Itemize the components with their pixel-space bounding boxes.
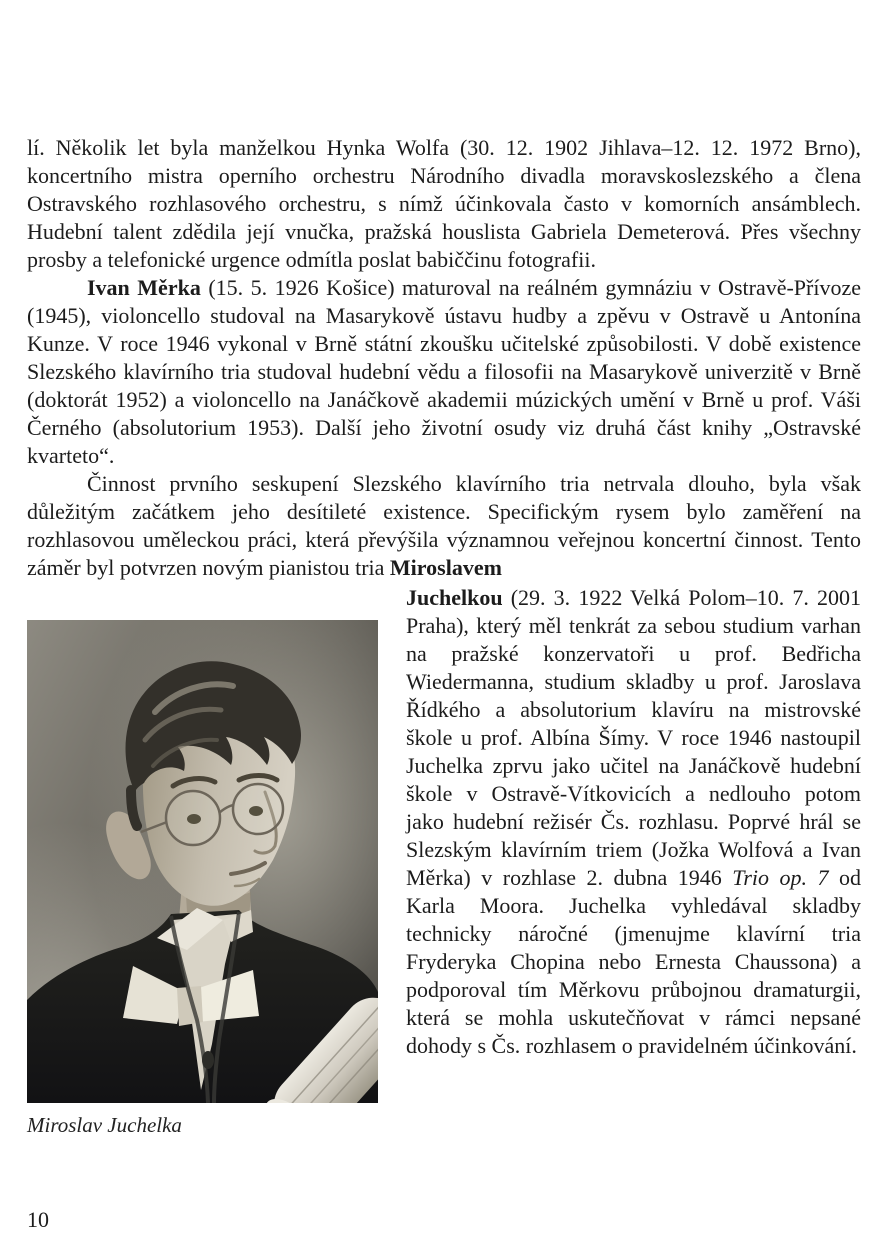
juchelkou-bold: Juchelkou xyxy=(406,585,503,610)
paragraph-juchelka xyxy=(406,584,861,1060)
paragraph-4-text-2: od Karla Moora. Juchelka vyhledával skladby technicky náročné (jmenujme klavírní tria Fryderyka Chopina nebo Ernesta Chaussona) a podporoval tím Měrkovu průbojnou dramaturgii, která se mohla uskutečňovat v rámci nepsané dohody s Čs. rozhlasem o pravidelném účinkování. xyxy=(406,865,861,1058)
merka-name-bold: Ivan Měrka xyxy=(87,275,201,300)
photo-caption: Miroslav Juchelka xyxy=(27,1113,182,1137)
paragraph-wolfova xyxy=(27,134,861,274)
paragraph-4-text-1: (29. 3. 1922 Velká Polom–10. 7. 2001 Praha), který měl tenkrát za sebou studium varhan na pražské konzervatoři u prof. Bedřicha Wiedermanna, studium skladby u prof. Jaroslava Řídkého a absolutorium klavíru na mistrovské škole u prof. Albína Šímy. V roce 1946 nastoupil Juchelka zprvu jako učitel na Janáčkově hudební škole v Ostravě-Vítkovicích a nedlouho potom jako hudební režisér Čs. rozhlasu. Poprvé hrál se Slezským klavírním triem (Jožka Wolfová a Ivan Měrka) v rozhlase 2. dubna 1946 xyxy=(406,585,861,890)
portrait-photo xyxy=(27,620,378,1103)
paragraph-trio-activity xyxy=(27,470,861,582)
paragraph-1-text: lí. Několik let byla manželkou Hynka Wolfa (30. 12. 1902 Jihlava–12. 12. 1972 Brno), koncertního mistra operního orchestru Národního divadla moravskoslezského a člena Ostravského rozhlasového orchestru, s nímž účinkovala často v komorních ansámblech. Hudební talent zdědila její vnučka, pražská houslista Gabriela Demeterová. Přes všechny prosby a telefonické urgence odmítla poslat babiččinu fotografii. xyxy=(27,135,861,272)
paragraph-3-text: Činnost prvního seskupení Slezského klavírního tria netrvala dlouho, byla však důležitým začátkem jeho desítileté existence. Specifickým rysem bylo zaměření na rozhlasovou uměleckou práci, která převýšila významnou veřejnou koncertní činnost. Tento záměr byl potvrzen novým pianistou tria xyxy=(27,471,861,580)
page-number: 10 xyxy=(27,1207,49,1232)
photo-and-text-row xyxy=(27,584,861,1138)
photo-figure xyxy=(27,584,378,1138)
trio-op7-italic: Trio op. 7 xyxy=(732,865,829,890)
text-block xyxy=(27,134,861,1138)
paragraph-merka xyxy=(27,274,861,470)
paragraph-2-text: (15. 5. 1926 Košice) maturoval na reálném gymnáziu v Ostravě-Přívoze (1945), violoncello studoval na Masarykově ústavu hudby a zpěvu v Ostravě u Antonína Kunze. V roce 1946 vykonal v Brně státní zkoušku učitelské způsobilosti. V době existence Slezského klavírního tria studoval hudební vědu a filosofii na Masarykově univerzitě v Brně (doktorát 1952) a violoncello na Janáčkově akademii múzických umění v Brně u prof. Váši Černého (absolutorium 1953). Další jeho životní osudy viz druhá část knihy „Ostravské kvarteto“. xyxy=(27,275,862,468)
wrapped-text-column xyxy=(406,584,861,1060)
miroslavem-bold: Miroslavem xyxy=(389,555,502,580)
